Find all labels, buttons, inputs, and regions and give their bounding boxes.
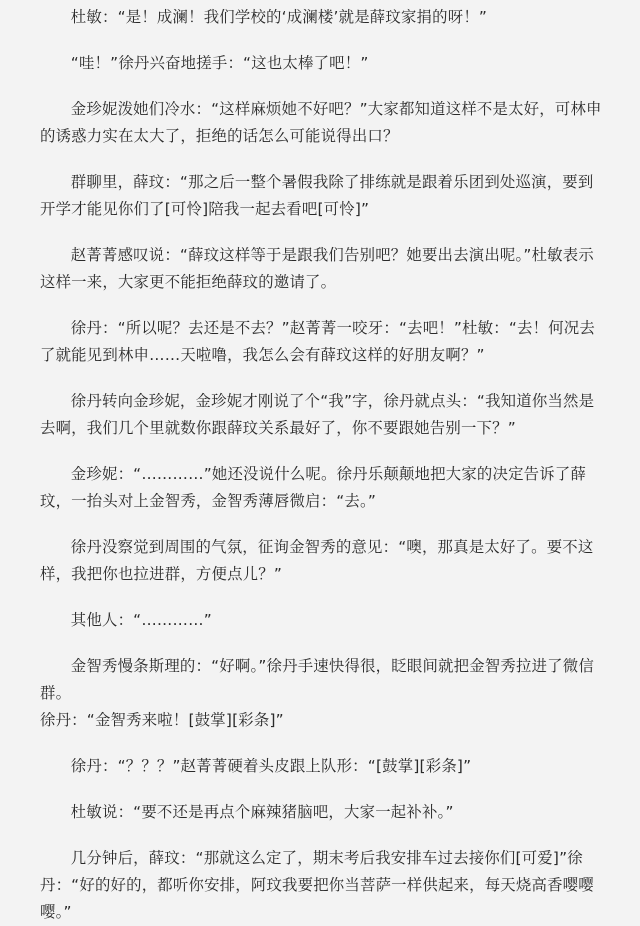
- paragraph-3: 金珍妮泼她们冷水：“这样麻烦她不好吧？”大家都知道这样不是太好，可林申的诱惑力实在太大了，拒绝的话怎么可能说得出口？: [40, 100, 602, 145]
- paragraph-11: 金智秀慢条斯理的：“好啊。”徐丹手速快得很，眨眼间就把金智秀拉进了微信群。 徐丹：“金智秀来啦！[鼓掌][彩条]”: [40, 657, 594, 729]
- paragraph-14: 几分钟后，薛玟：“那就这么定了，期末考后我安排车过去接你们[可爱]”徐丹：“好的好的，都听你安排，阿玟我要把你当菩萨一样供起来，每天烧高香嘤嘤嘤。”: [40, 849, 594, 921]
- paragraph-1: 杜敏：“是！成澜！我们学校的‘成澜楼’就是薛玟家捐的呀！”: [70, 8, 488, 26]
- paragraph-6: 徐丹：“所以呢？去还是不去？”赵菁菁一咬牙：“去吧！”杜敏：“去！何况去了就能见到林申……天啦噜，我怎么会有薛玟这样的好朋友啊？”: [40, 319, 595, 364]
- paragraph-9: 徐丹没察觉到周围的气氛，征询金智秀的意见：“噢，那真是太好了。要不这样，我把你也拉进群，方便点儿？”: [40, 538, 594, 583]
- paragraph-4: 群聊里，薛玟：“那之后一整个暑假我除了排练就是跟着乐团到处巡演，要到开学才能见你们了[可怜]陪我一起去看吧[可怜]”: [40, 173, 594, 218]
- paragraph-2: “哇！”徐丹兴奋地搓手：“这也太棒了吧！”: [70, 54, 369, 72]
- paragraph-13: 杜敏说：“要不还是再点个麻辣猪脑吧，大家一起补补。”: [70, 803, 454, 821]
- paragraph-12: 徐丹：“？？？”赵菁菁硬着头皮跟上队形：“[鼓掌][彩条]”: [70, 757, 472, 775]
- paragraph-5: 赵菁菁感叹说：“薛玟这样等于是跟我们告别吧？她要出去演出呢。”杜敏表示这样一来，大家更不能拒绝薛玟的邀请了。: [40, 246, 594, 291]
- paragraph-10: 其他人：“…………”: [70, 611, 212, 629]
- paragraph-8: 金珍妮：“…………”她还没说什么呢。徐丹乐颠颠地把大家的决定告诉了薛玟，一抬头对上金智秀，金智秀薄唇微启：“去。”: [40, 465, 587, 510]
- story-text: [40, 4, 606, 926]
- paragraph-7: 徐丹转向金珍妮，金珍妮才刚说了个“我”字，徐丹就点头：“我知道你当然是去啊，我们几个里就数你跟薛玟关系最好了，你不要跟她告别一下？”: [40, 392, 595, 437]
